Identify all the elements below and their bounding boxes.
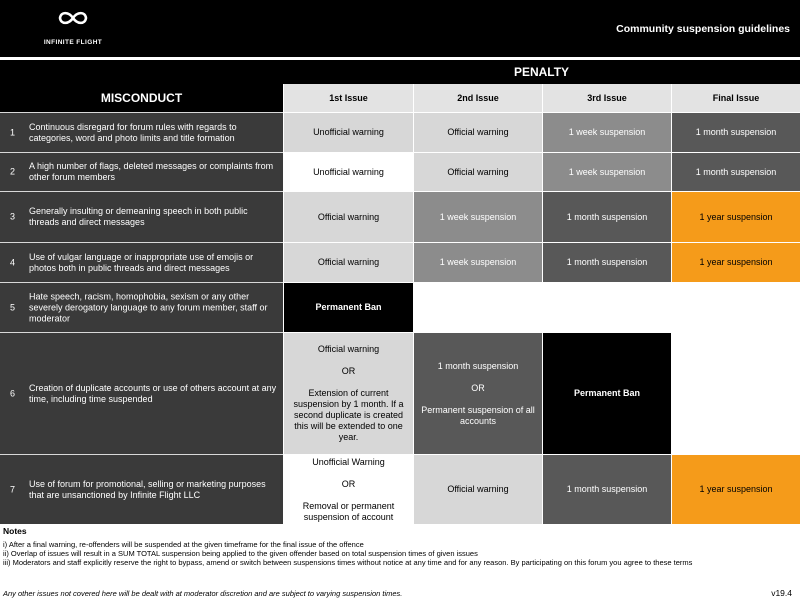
header-2nd-issue: 2nd Issue [413,84,542,112]
note-item: i) After a final warning, re-offenders will be suspended at the given timeframe for the final issue of the offence [3,540,364,549]
row-number: 7 [10,484,16,494]
misconduct-text: Continuous disregard for forum rules with regards to categories, word and photo limits and title formation [29,121,237,143]
penalty-cell: 1 month suspension [542,242,671,282]
infinite-flight-logo [43,8,103,48]
version-label: v19.4 [771,588,792,598]
penalty-cell: 1 month suspension [542,454,671,524]
penalty-or: OR [341,366,356,376]
penalty-cell: Official warning [413,112,542,152]
notes-section [3,527,793,567]
penalty-option-a: 1 month suspension [437,360,519,371]
penalty-cell: 1 week suspension [413,242,542,282]
penalty-cell: 1 month suspension [671,152,800,191]
penalty-title: PENALTY [513,65,570,79]
misconduct-row [0,191,283,242]
penalty-header-bar [0,60,800,84]
penalty-cell: 1 week suspension [413,191,542,242]
penalty-cell [283,454,413,524]
misconduct-row [0,242,283,282]
row-number: 6 [10,388,16,398]
row-number: 1 [10,127,16,137]
misconduct-text: Creation of duplicate accounts or use of others account at any time, including time suspended [29,382,277,404]
misconduct-text: Generally insulting or demeaning speech in both public threads and direct messages [29,206,248,227]
penalty-cell: 1 month suspension [671,112,800,152]
document-title: Community suspension guidelines [616,23,790,35]
header-1st-issue: 1st Issue [283,84,413,112]
penalty-option-a: Official warning [317,344,380,354]
footer-disclaimer: Any other issues not covered here will be dealt with at moderator discretion and are subject to varying suspension times. [3,589,403,598]
penalty-option-b: Removal or permanent suspension of account [302,500,395,522]
notes-title: Notes [3,526,27,536]
penalty-option-b: Permanent suspension of all accounts [421,404,535,426]
misconduct-row [0,112,283,152]
note-item: ii) Overlap of issues will result in a SUM TOTAL suspension being applied to the given offender based on total suspension times of given issues [3,549,478,558]
misconduct-row [0,454,283,524]
penalty-cell-permanent-ban: Permanent Ban [542,332,671,454]
penalty-or: OR [341,478,356,489]
row-number: 5 [10,302,16,312]
penalty-cell: Official warning [413,454,542,524]
penalty-cell: Unofficial warning [283,152,413,191]
header-bar [0,0,800,57]
misconduct-row [0,152,283,191]
misconduct-text: Use of vulgar language or inappropriate use of emojis or photos both in public threads and direct messages [29,251,254,273]
infinity-logo-icon [56,8,90,28]
note-item: iii) Moderators and staff explicitly reserve the right to bypass, amend or switch between suspensions times without notice at any time and for any reason. By participating on this forum you agree to these terms [3,558,693,567]
penalty-or: OR [471,382,485,393]
row-number: 4 [10,257,16,267]
header-3rd-issue: 3rd Issue [542,84,671,112]
penalty-cell: 1 week suspension [542,152,671,191]
penalty-option-b: Extension of current suspension by 1 month. If a second duplicate is created this will be extended to one year. [293,388,404,442]
row-number: 3 [10,211,16,222]
penalty-cell [413,332,542,454]
row-number: 2 [10,166,16,177]
penalty-cell: Unofficial warning [283,112,413,152]
misconduct-row [0,282,283,332]
penalty-cell: Official warning [413,152,542,191]
logo-text: INFINITE FLIGHT [43,39,103,46]
penalty-cell: 1 week suspension [542,112,671,152]
misconduct-row [0,332,283,454]
penalty-cell: 1 year suspension [671,191,800,242]
penalty-cell [283,332,413,454]
penalty-cell: 1 year suspension [671,454,800,524]
misconduct-header: MISCONDUCT [0,84,283,112]
header-final-issue: Final Issue [671,84,800,112]
misconduct-text: Hate speech, racism, homophobia, sexism or any other severely derogatory language to any forum member, staff or moderator [29,291,268,323]
misconduct-text: Use of forum for promotional, selling or marketing purposes that are unsanctioned by Infinite Flight LLC [29,478,266,500]
penalty-cell: Official warning [283,242,413,282]
misconduct-text: A high number of flags, deleted messages or complaints from other forum members [29,161,274,182]
penalty-cell: 1 month suspension [542,191,671,242]
penalty-cell: 1 year suspension [671,242,800,282]
penalty-cell: Official warning [283,191,413,242]
penalty-option-a: Unofficial Warning [312,456,385,467]
penalty-cell-permanent-ban: Permanent Ban [283,282,413,332]
